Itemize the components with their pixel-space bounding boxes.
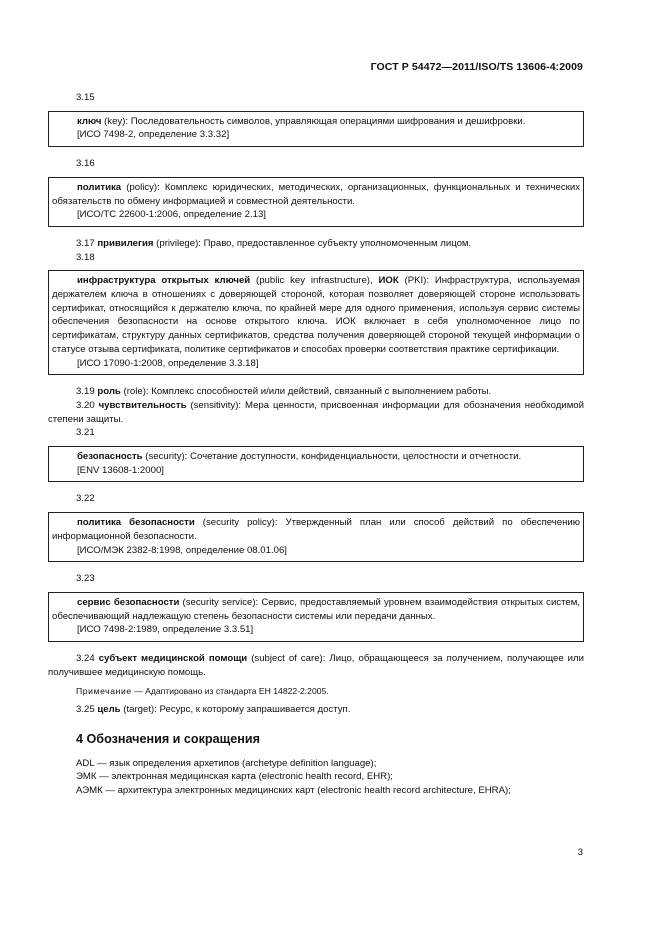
term-definition [52, 516, 580, 543]
term-source: [ИСО 7498-2:1989, определение 3.3.51] [77, 624, 254, 636]
term-3-24 [48, 652, 584, 679]
term-source: [ИСО 17090-1:2008, определение 3.3.18] [77, 357, 259, 369]
abbreviation-item: ADL — язык определения архетипов (archetype definition language); [76, 757, 377, 769]
term-number: 3.17 [76, 237, 95, 249]
term-number: 3.23 [76, 573, 95, 585]
term-text: (security policy): Утвержденный план или способ действий по обеспечению информационной безопасности. [52, 517, 580, 542]
term-3-20 [48, 399, 584, 426]
term-text: (sensitivity): Мера ценности, присвоенная информации для обозначения необходимой степени защиты. [48, 399, 584, 425]
term-text: (subject of care): Лицо, обращающееся за получением, получающее или получившее медицинскую помощь. [48, 653, 585, 678]
term-name: роль [97, 386, 121, 398]
term-text: (security): Сочетание доступности, конфиденциальности, целостности и отчетности. [142, 451, 522, 463]
page-number: 3 [577, 847, 583, 858]
term-definition [52, 450, 580, 464]
term-abbrev: ИОК [378, 275, 399, 287]
term-name: политика безопасности [77, 517, 195, 529]
term-name: безопасность [77, 451, 143, 463]
term-box-3-23 [48, 592, 584, 642]
page-header: ГОСТ Р 54472—2011/ISO/TS 13606-4:2009 [370, 61, 583, 73]
term-text: (PKI): Инфраструктура, используемая держателем ключа в отношениях с доверяющей стороной, которая позволяет доверяющей стороне использовать сертификат, относящийся к держателю ключа, по крайней мере для одного применения, используя сервис системы обеспечения безопасности на основе открытого ключа. ИОК включает в себя уполномоченное лицо по сертификатам, структуру данных сертификатов, средства получения доверяющей стороной текущей информации о статусе отзыва сертификата, политике сертификатов и способах проверки соответствия практике сертификации. [52, 275, 580, 355]
term-name: ключ [77, 115, 102, 127]
term-definition [52, 115, 580, 129]
term-number: 3.18 [76, 251, 95, 263]
term-source: [ИСО/ТС 22600-1:2006, определение 2.13] [77, 209, 266, 221]
term-box-3-16 [48, 177, 584, 227]
note-text: — Адаптировано из стандарта ЕН 14822-2:2005. [131, 685, 329, 696]
term-number: 3.20 [76, 399, 95, 411]
term-number: 3.21 [76, 427, 95, 439]
term-source: [ИСО 7498-2, определение 3.3.32] [77, 129, 230, 141]
term-box-3-21 [48, 446, 584, 482]
note-label: Примечание [76, 685, 132, 696]
term-text: (security service): Сервис, предоставляемый уровнем взаимодействия открытых систем, обеспечивающий надлежащую степень безопасности системы или передачи данных. [52, 596, 581, 622]
term-number: 3.15 [76, 92, 95, 103]
term-3-25 [48, 703, 584, 717]
term-text: (target): Ресурс, к которому запрашивается доступ. [120, 704, 351, 716]
term-text: (key): Последовательность символов, управляющая операциями шифрования и дешифровки. [101, 115, 526, 127]
term-name: сервис безопасности [77, 596, 180, 608]
term-3-19 [48, 385, 584, 399]
term-3-17 [48, 237, 584, 251]
abbreviation-item: АЭМК — архитектура электронных медицинских карт (electronic health record architecture, EHRA); [76, 785, 511, 797]
term-text: (role): Комплекс способностей и/или действий, связанный с выполнением работы. [120, 386, 492, 398]
term-name: чувствительность [98, 399, 187, 411]
abbreviation-item: ЭМК — электронная медицинская карта (electronic health record, EHR); [76, 771, 393, 783]
term-name: цель [97, 704, 121, 716]
term-definition [52, 181, 580, 208]
term-box-3-18 [48, 270, 584, 375]
term-name: политика [77, 181, 122, 193]
term-source: [ИСО/МЭК 2382-8:1998, определение 08.01.06] [77, 544, 287, 556]
term-box-3-22 [48, 512, 584, 562]
term-number: 3.24 [76, 653, 95, 665]
note [48, 685, 584, 699]
term-text: (policy): Комплекс юридических, методических, организационных, функциональных и технических обязательств по обмену информацией и совместной деятельности. [52, 181, 580, 207]
term-text: (public key infrastructure), [250, 275, 379, 287]
section-heading: 4 Обозначения и сокращения [76, 731, 260, 746]
term-number: 3.16 [76, 158, 95, 170]
term-number: 3.22 [76, 493, 95, 505]
term-number: 3.25 [76, 704, 95, 716]
term-source: [ENV 13608-1:2000] [77, 464, 164, 476]
term-number: 3.19 [76, 386, 95, 398]
term-definition [52, 596, 580, 623]
term-box-3-15 [48, 111, 584, 147]
term-text: (privilege): Право, предоставленное субъекту уполномоченным лицом. [153, 237, 472, 249]
page-body [48, 91, 584, 798]
term-definition [52, 274, 580, 356]
term-name: инфраструктура открытых ключей [77, 275, 251, 287]
term-name: субъект медицинской помощи [98, 653, 248, 665]
term-name: привилегия [97, 237, 154, 249]
